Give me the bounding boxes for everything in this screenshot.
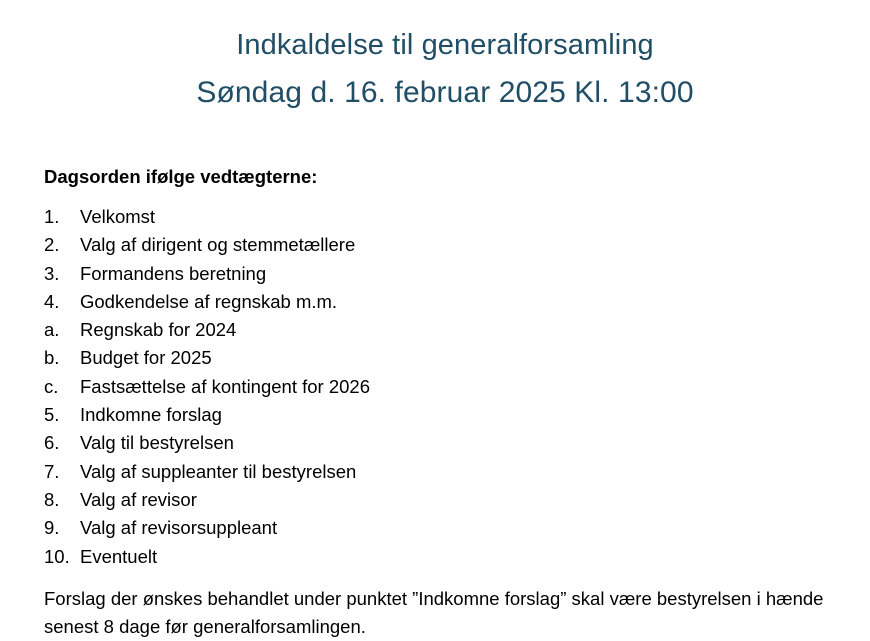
agenda-item xyxy=(44,486,370,514)
agenda-item xyxy=(44,373,370,401)
proposal-deadline-note: Forslag der ønskes behandlet under punktet ”Indkomne forslag” skal være bestyrelsen i hænde senest 8 dage før generalforsamlingen. xyxy=(44,588,824,637)
agenda-item-text: Valg af revisorsuppleant xyxy=(80,517,278,539)
agenda-item xyxy=(44,344,370,372)
agenda-item-number: b. xyxy=(44,347,60,369)
agenda-item xyxy=(44,458,370,486)
agenda-item xyxy=(44,401,370,429)
agenda-item-number: 6. xyxy=(44,432,60,454)
agenda-item xyxy=(44,514,370,542)
agenda-item-number: 9. xyxy=(44,517,60,539)
agenda-item-number: 10. xyxy=(44,545,70,567)
title-line-date: Søndag d. 16. februar 2025 Kl. 13:00 xyxy=(196,76,694,109)
agenda-item-text: Valg til bestyrelsen xyxy=(80,432,234,454)
agenda-list xyxy=(44,203,370,571)
agenda-item-number: 4. xyxy=(44,290,60,312)
agenda-item-text: Valg af revisor xyxy=(80,488,197,510)
agenda-item-text: Budget for 2025 xyxy=(80,347,212,369)
agenda-item-text: Regnskab for 2024 xyxy=(80,319,237,341)
document-title xyxy=(0,22,870,116)
agenda-heading: Dagsorden ifølge vedtægterne: xyxy=(44,166,318,187)
agenda-item-text: Valg af dirigent og stemmetællere xyxy=(80,234,356,256)
agenda-item xyxy=(44,203,370,231)
agenda-item-text: Valg af suppleanter til bestyrelsen xyxy=(80,460,357,482)
agenda-item xyxy=(44,288,370,316)
agenda-item-text: Indkomne forslag xyxy=(80,404,222,426)
agenda-item xyxy=(44,543,370,571)
agenda-item xyxy=(44,260,370,288)
agenda-item xyxy=(44,231,370,259)
agenda-item xyxy=(44,316,370,344)
agenda-item-number: 3. xyxy=(44,262,60,284)
agenda-item xyxy=(44,429,370,457)
agenda-item-number: a. xyxy=(44,319,60,341)
title-line-invitation: Indkaldelse til generalforsamling xyxy=(236,29,654,61)
agenda-item-text: Fastsættelse af kontingent for 2026 xyxy=(80,375,371,397)
agenda-item-number: 5. xyxy=(44,404,60,426)
agenda-item-text: Formandens beretning xyxy=(80,262,267,284)
agenda-item-number: 2. xyxy=(44,234,60,256)
agenda-item-text: Eventuelt xyxy=(80,545,158,567)
agenda-item-text: Godkendelse af regnskab m.m. xyxy=(80,290,338,312)
agenda-item-number: 8. xyxy=(44,488,60,510)
agenda-item-number: 1. xyxy=(44,206,60,227)
agenda-item-number: c. xyxy=(44,375,59,397)
agenda-item-text: Velkomst xyxy=(80,206,156,227)
agenda-item-number: 7. xyxy=(44,460,60,482)
